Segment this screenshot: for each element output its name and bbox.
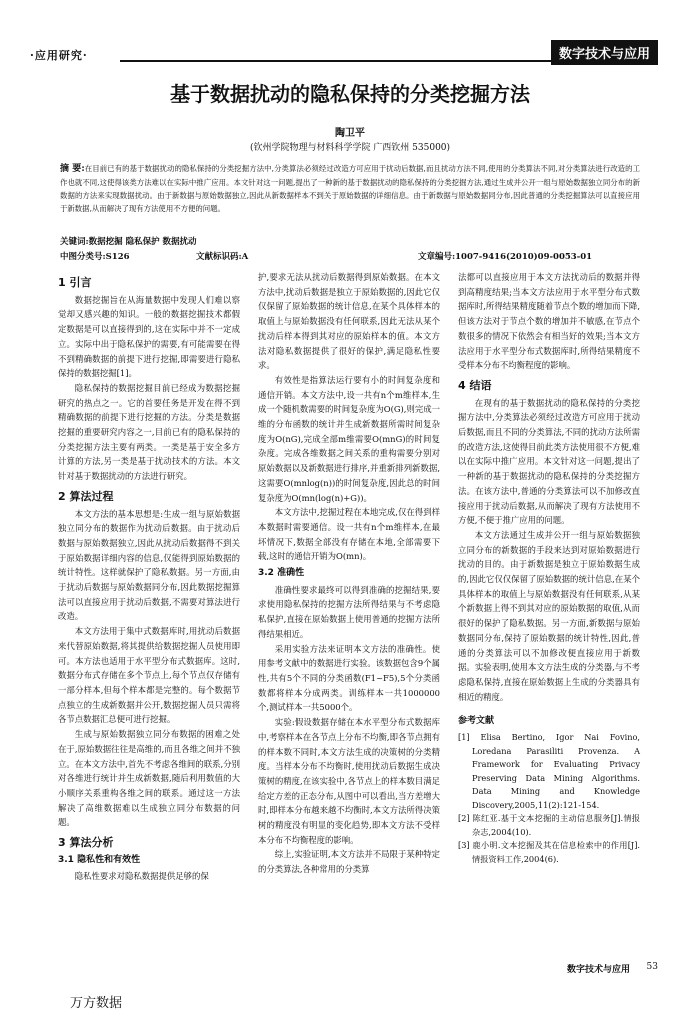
abstract-text: 在目前已有的基于数据扰动的隐私保持的分类挖掘方法中,分类算法必须经过改造方可应用于扰动后数据,而且扰动方法不同,使用的分类算法不同,对分类算法进行改造的工作也就不同,这使得该类方法难以在实际中推广应用。本文针对这一问题,提出了一种新的基于数据扰动的隐私保持的分类挖掘方法,通过生成并公开一组与原始数据独立同分布的新数据的方法来实现数据扰动。由于新数据与原始数据独立,因此从新数据样本不到关于原始数据的详细信息。由于新数据与原始数据同分布,因此普通的分类挖掘算法可以直接应用于新数据,从而解决了现有方法使用不方便的问题。: [60, 164, 641, 213]
paragraph: 准确性要求最终可以得到准确的挖掘结果,要求使用隐私保持的挖掘方法所得结果与不考虑隐私保护,直接在原始数据上使用普通的挖掘方法所得结果相近。: [258, 584, 440, 639]
section-heading: 1 引言: [58, 276, 92, 289]
article-number: 文章编号:1007-9416(2010)09-0053-01: [418, 252, 593, 262]
section-heading: 2 算法过程: [58, 489, 114, 503]
abstract: [60, 162, 640, 215]
keywords: 关键词:数据挖掘 隐私保护 数据扰动: [60, 237, 197, 247]
reference-item: [3] 鹿小明.文本挖掘及其在信息检索中的作用[J].情报资料工作,2004(6).: [458, 840, 640, 864]
paragraph: 隐私性要求对隐私数据提供足够的保: [74, 871, 209, 882]
paper-title: 基于数据扰动的隐私保持的分类挖掘方法: [170, 82, 530, 106]
paragraph: 有效性是指算法运行要有小的时间复杂度和通信开销。本文方法中,设一共有n个m维样本,生成一个随机数需要的时间复杂度为O(G),则完成一维的分布函数的统计并生成新数据所需时间复杂度为O(nG),完成全部m维需要O(mnG)的时间复杂度。完成各维数据之间关系的重构需要分别对原始数据以及新数据进行排序,并重新排列新数据,这需要O(mnlog(n))的时间复杂度,因此总的时间复杂度为O(mn(log(n)+G))。: [258, 374, 440, 503]
author: 陶卫平: [335, 128, 365, 139]
paragraph: 采用实验方法来证明本文方法的准确性。使用参考文献中的数据进行实验。该数据包含9个属性,共有5个不同的分类函数(F1~F5),5个分类函数都将样本分成两类。训练样本一共1000000个,测试样本一共5000个。: [258, 643, 440, 713]
section-label: ·应用研究·: [30, 49, 88, 62]
paragraph: 护,要求无法从扰动后数据得到原始数据。在本文方法中,扰动后数据是独立于原始数据的,因此它仅仅保留了原始数据的统计信息,在某个具体样本的取值上与原始数据没有任何联系,因此无法从某个扰动后样本得到其对应的原始样本的值。本文方法对隐私数据提供了很好的保护,满足隐私性要求。: [258, 272, 440, 371]
reference-item: [2] 陈红亚.基于文本挖掘的主动信息服务[J].情报杂志,2004(10).: [458, 813, 640, 837]
reference-item: [1] Elisa Bertino, Igor Nai Fovino, Loredana Parasiliti Provenza. A Framework for Evaluating Privacy Preserving Data Mining Algorithms. Data Mining and Knowledge Discovery,2005,11(2):121-154.: [458, 732, 640, 810]
journal-badge: 数字技术与应用: [551, 40, 658, 65]
subsection-heading: 3.2 准确性: [258, 568, 305, 579]
document-code: 文献标识码:A: [196, 252, 249, 262]
footer-journal: 数字技术与应用: [566, 965, 630, 975]
paragraph: 生成与原始数据独立同分布数据的困难之处在于,原始数据往往是高维的,而且各维之间并不独立。在本文方法中,首先不考虑各维间的联系,分别对各维进行统计并生成新数据,随后利用数值的大小顺序关系重构各维之间的联系。通过这一方法解决了高维数据难以生成独立同分布数据的问题。: [58, 729, 240, 828]
page-number: 53: [646, 962, 658, 972]
section-heading: 3 算法分析: [58, 836, 114, 850]
clc-number: 中图分类号:S126: [60, 252, 130, 262]
paragraph: 综上,实验证明,本文方法并不局限于某种特定的分类算法,各种常用的分类算: [258, 849, 440, 875]
paragraph: 实验:假设数据存储在本水平型分布式数据库中,考察样本在各节点上分布不均衡,即各节点拥有的样本数不同时,本文方法生成的决策树的分类精度。当样本分布不均衡时,使用扰动后数据生成决策树的精度,在该实验中,各节点上的样本数目满足给定方差的正态分布,从图中可以看出,当方差增大时,即样本分布越来越不均衡时,本文方法所得决策树的精度没有明显的变化趋势,即本文方法不受样本分布不均衡程度的影响。: [258, 717, 440, 845]
paragraph: 法都可以直接应用于本文方法扰动后的数据并得到高精度结果;当本文方法应用于水平型分布式数据库时,所得结果精度随着节点个数的增加而下降,但该方法对于节点个数的增加并不敏感,在节点个数很多的情况下依然会有相当好的效果;当本文方法应用于水平型分布式数据库时,所得结果精度不受样本分布不均衡程度的影响。: [458, 272, 640, 371]
paragraph: 数据挖掘旨在从海量数据中发现人们难以察觉却又感兴趣的知识。一般的数据挖掘技术都假定数据是可以直接得到的,这在实际中并不一定成立。实际中出于隐私保护的需要,有可能需要在得不到精确数据的前提下进行挖掘,即需要进行隐私保持的数据挖掘[1]。: [58, 294, 240, 379]
watermark: 万方数据: [70, 996, 123, 1011]
column-2: [258, 270, 440, 877]
paragraph: 本文方法用于集中式数据库时,用扰动后数据来代替原始数据,将其提供给数据挖掘人员使用即可。本方法也适用于水平型分布式数据库。这时,数据分布式存储在多个节点上,每个节点仅存储有一部分样本,但每个样本都是完整的。每个数据节点独立的生成新数据并公开,数据挖掘人员只需将各节点数据汇总便可进行挖掘。: [58, 626, 240, 725]
affiliation: (钦州学院物理与材料科学学院 广西钦州 535000): [249, 143, 451, 153]
references-title: 参考文献: [458, 716, 495, 727]
subsection-heading: 3.1 隐私性和有效性: [58, 854, 141, 865]
paragraph: 在现有的基于数据扰动的隐私保持的分类挖掘方法中,分类算法必须经过改造方可应用于扰动后数据,而且不同的分类算法,不同的扰动方法所需的改造方法,这使得目前此类方法使用很不方便,难以在实际中推广应用。本文针对这一问题,提出了一种新的基于数据扰动的隐私保持的分类挖掘方法。在该方法中,普通的分类算法可以不加修改直接应用于扰动后数据,从而解决了现有方法使用不方便,不便于推广应用的问题。: [458, 397, 640, 526]
paragraph: 本文方法中,挖掘过程在本地完成,仅在得到样本数据时需要通信。设一共有n个m维样本,在最坏情况下,数据全部没有存储在本地,全部需要下载,这时的通信开销为O(mn)。: [258, 507, 440, 562]
column-3: [458, 270, 640, 866]
abstract-label: 摘 要:: [60, 164, 85, 174]
paragraph: 隐私保持的数据挖掘目前已经成为数据挖掘研究的热点之一。它的首要任务是开发在得不到精确数据的前提下进行挖掘的方法。分类是数据挖掘的重要研究内容之一,目前已有的隐私保持的分类挖掘方法主要有两类。一类是基于安全多方计算的方法,另一类是基于扰动技术的方法。本文针对基于数据扰动的方法进行研究。: [58, 382, 240, 482]
paragraph: 本文方法的基本思想是:生成一组与原始数据独立同分布的数据作为扰动后数据。由于扰动后数据与原始数据独立,因此从扰动后数据得不到关于原始数据详细内容的信息,仅能得到原始数据的统计特性。这样就保护了隐私数据。另一方面,由于扰动后数据与原始数据同分布,因此数据挖掘算法可以直接应用于扰动后数据,不需要对算法进行改造。: [58, 508, 240, 622]
section-heading: 4 结语: [458, 378, 492, 392]
column-1: [58, 270, 240, 884]
paragraph: 本文方法通过生成并公开一组与原始数据独立同分布的新数据的手段来达到对原始数据进行扰动的目的。由于新数据是独立于原始数据生成的,因此它仅仅保留了原始数据的统计信息,在某个具体样本的取值上与原始数据没有任何联系,从某个新数据上得不到其对应的原始数据的取值,从而很好的保护了隐私数据。另一方面,新数据与原始数据同分布,保持了原始数据的统计特性,因此,普通的分类算法可以不加修改便直接应用于新数据。实验表明,使用本文方法生成的分类器,与不考虑隐私保持,直接在原始数据上生成的分类器具有相近的精度。: [458, 529, 640, 702]
header-rule: [120, 60, 658, 62]
